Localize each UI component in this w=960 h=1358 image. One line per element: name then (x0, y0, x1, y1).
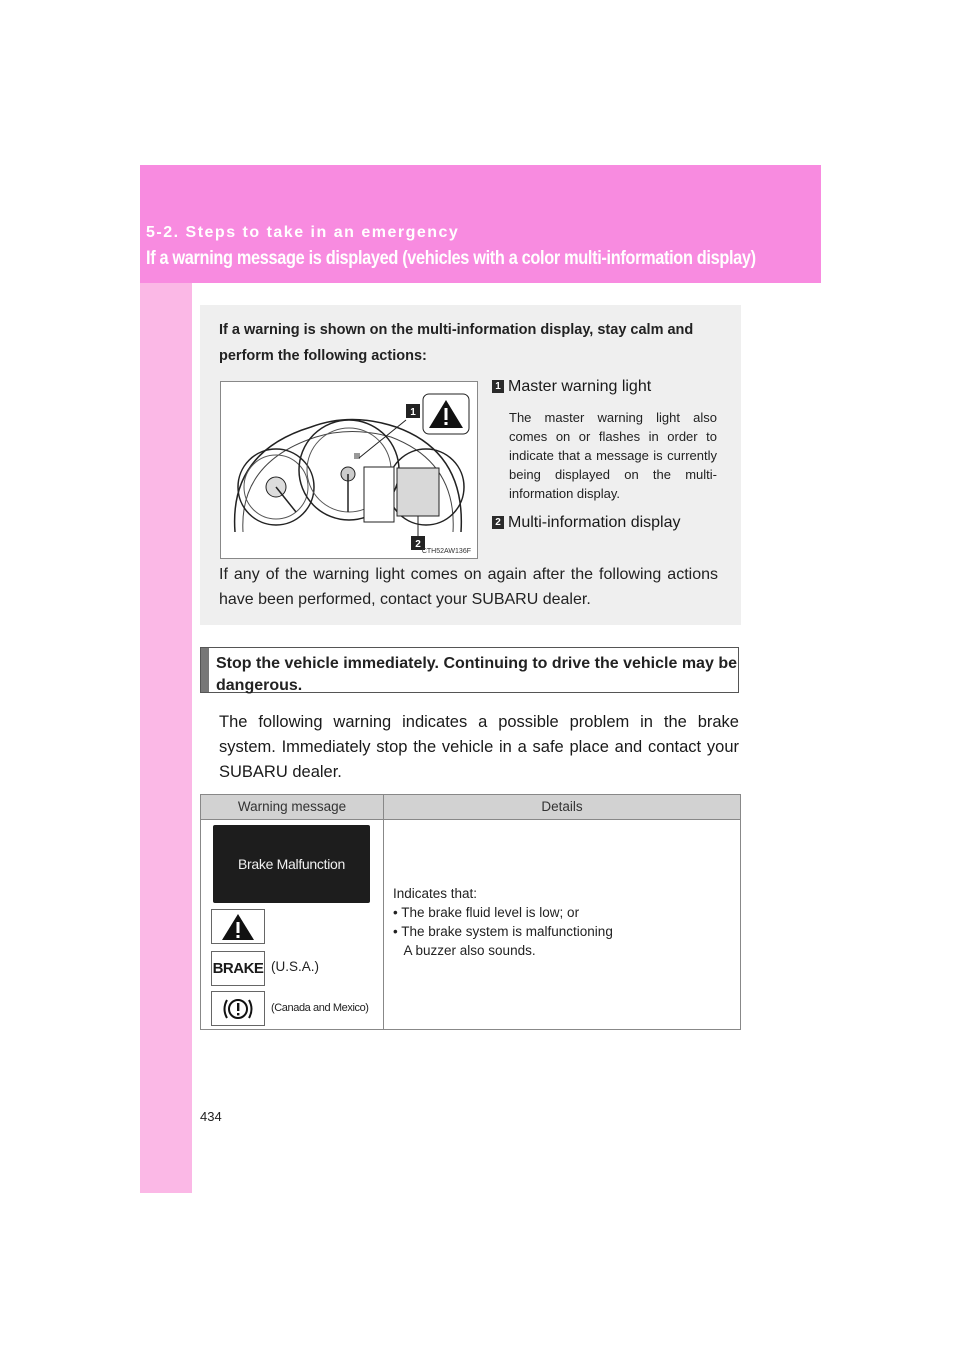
table-header-row (201, 795, 740, 820)
cluster-illustration (221, 382, 477, 558)
side-band (140, 165, 192, 1193)
note-outro: If any of the warning light comes on again after the following actions have been performed, contact your SUBARU dealer. (219, 566, 718, 608)
body-paragraph: The following warning indicates a possible problem in the brake system. Immediately stop the vehicle in a safe place and contact your SUBARU dealer. (219, 713, 739, 781)
master-warning-icon-box (211, 909, 265, 944)
callout-number-1: 1 (492, 380, 504, 393)
svg-text:2: 2 (415, 539, 421, 550)
callout-bar (201, 648, 209, 692)
details-line-1: Indicates that: (393, 886, 478, 901)
brake-warning-circle-icon (218, 994, 258, 1024)
legend-title-1: Master warning light (508, 378, 652, 395)
details-line-4: A buzzer also sounds. (393, 943, 536, 958)
brake-icon: BRAKE (211, 951, 265, 986)
brake-malfunction-display: Brake Malfunction (213, 825, 370, 903)
callout-text: Stop the vehicle immediately. Continuing to drive the vehicle may be dangerous. (216, 655, 737, 694)
callout-number-2: 2 (492, 516, 504, 529)
stop-vehicle-callout (200, 647, 739, 693)
details-line-2: • The brake fluid level is low; or (393, 905, 580, 920)
header-warning-message: Warning message (237, 799, 347, 814)
brake-circle-icon-box (211, 991, 265, 1026)
legend-item-multi-info-display (492, 514, 732, 532)
svg-text:1: 1 (410, 407, 416, 418)
header-details: Details (541, 799, 583, 814)
section-label: 5-2. Steps to take in an emergency (146, 224, 460, 241)
region-usa: (U.S.A.) (271, 959, 320, 974)
figure-code: CTH52AW136F (421, 548, 471, 555)
page-title: If a warning message is displayed (vehicles with a color multi-information display) (146, 248, 756, 269)
warning-triangle-icon (218, 912, 258, 942)
legend-description-1: The master warning light also comes on or flashes in order to indicate that a message is currently being displayed on the multi-information display. (509, 410, 717, 501)
note-intro: If a warning is shown on the multi-information display, stay calm and perform the following actions: (219, 322, 694, 364)
details-text (393, 884, 733, 960)
legend-item-master-warning (492, 378, 732, 396)
instrument-cluster-figure (220, 381, 478, 559)
legend-title-2: Multi-information display (508, 514, 681, 531)
details-line-3: • The brake system is malfunctioning (393, 924, 613, 939)
warning-table (200, 794, 741, 1030)
column-divider (383, 795, 384, 1029)
page-number: 434 (200, 1109, 222, 1124)
region-canada-mexico: (Canada and Mexico) (271, 1002, 369, 1014)
